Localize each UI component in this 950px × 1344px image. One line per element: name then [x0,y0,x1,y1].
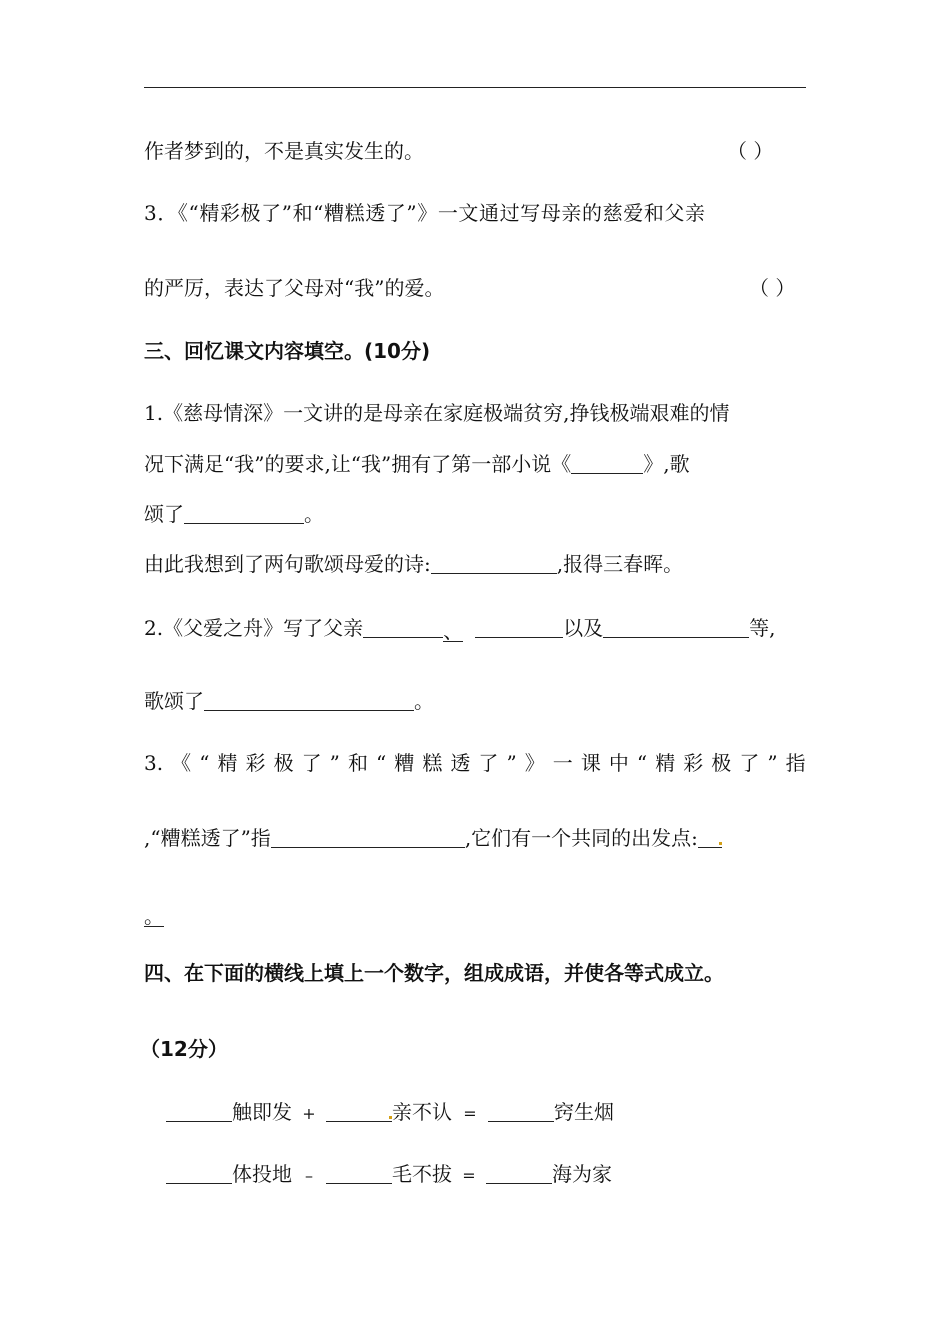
section4-score: （12分） [140,1037,228,1061]
q3-char: 指 [785,751,806,775]
s3-q2-line1-text-b: 以及 [563,616,604,640]
answer-paren-2: （ ） [727,139,774,163]
s3-q1-line3-text-b: 。 [304,502,324,526]
blank-father-2[interactable] [475,617,563,638]
idiom-row-1 [166,1101,614,1122]
s3-q2-line1-text-c: 等, [749,616,776,640]
s3-q2-line2-text-a: 歌颂了 [144,689,204,713]
blank-sep: 、 [443,619,464,643]
section3-heading: 三、回忆课文内容填空。(10分) [144,339,431,363]
q3-char: 精 [217,751,238,775]
s3-q2-line2 [144,690,434,711]
q3-char: 糟 [394,751,415,775]
q3-char: 彩 [245,751,266,775]
blank-r1-c[interactable] [488,1101,554,1122]
q3-char: 和 [347,751,368,775]
blank-praised[interactable] [184,503,304,524]
idiom-r2-c: 海为家 [552,1162,612,1186]
q3-char: “ [375,751,387,775]
idiom-r1-b: 亲不认 [392,1100,452,1124]
blank-father-praise[interactable] [204,690,414,711]
blank-bad[interactable] [271,827,465,848]
q3-char: 精 [655,751,676,775]
blank-r2-c[interactable] [486,1163,552,1184]
section4-heading: 四、在下面的横线上填上一个数字，组成成语，并使各等式成立。 [144,961,724,985]
q3-char: 》 [524,751,545,775]
s3-q2-line1-text-a: 2.《父爱之舟》写了父亲 [144,616,364,640]
mark-dot [719,842,722,845]
header-rule [144,87,806,88]
blank-r2-a[interactable] [166,1163,232,1184]
blank-father-3[interactable] [603,617,749,638]
q3-char: “ [636,751,648,775]
s3-q2-line1 [144,617,775,642]
q3-char: 3. [144,751,164,775]
q3-char: 一 [552,751,573,775]
blank-father-1[interactable] [363,617,443,638]
op-equals-2: = [462,1166,476,1185]
idiom-r1-c: 窍生烟 [554,1100,614,1124]
op-plus: + [302,1104,316,1123]
q3-char: ” [767,751,778,775]
s3-q1-line3-text-a: 颂了 [144,502,184,526]
q3-char: 彩 [683,751,704,775]
idiom-r2-b: 毛不拔 [392,1162,452,1186]
q3-char: 极 [273,751,294,775]
s3-q2-line2-text-b: 。 [414,689,434,713]
s3-q1-line2-text-b: 》,歌 [643,452,690,476]
q3-char: “ [199,751,210,775]
idiom-r1-a: 触即发 [232,1100,292,1124]
blank-poem[interactable] [431,553,557,574]
s3-q3-line3 [144,903,164,927]
op-minus: – [305,1166,313,1185]
s3-q1-line2-text-a: 况下满足“我”的要求,让“我”拥有了第一部小说《 [144,452,572,476]
q3-char: 了 [478,751,499,775]
op-equals: = [463,1104,477,1123]
idiom-row-2 [166,1163,612,1184]
s3-q1-line1: 1.《慈母情深》一文讲的是母亲在家庭极端贫穷,挣钱极端艰难的情 [144,401,730,425]
q3-char: ” [329,751,340,775]
q3-char: 《 [171,751,192,775]
s3-q1-line4 [144,553,683,574]
answer-paren-3: （ ） [749,276,796,300]
blank-r1-b[interactable] [326,1101,392,1122]
s3-q1-line2 [144,453,690,474]
blank-novel-title[interactable] [571,453,643,474]
item2-tail: 作者梦到的，不是真实发生的。 [144,139,424,163]
s3-q1-line3 [144,503,324,524]
blank-end[interactable]: 。 [144,904,164,928]
blank-r2-b[interactable] [326,1163,392,1184]
idiom-r2-a: 体投地 [232,1162,292,1186]
s3-q3-line2-text-b: ,它们有一个共同的出发点: [464,826,698,850]
q3-char: 了 [301,751,322,775]
blank-r1-a[interactable] [166,1101,232,1122]
s3-q3-line1 [144,753,806,773]
q3-char: 课 [580,751,601,775]
item3-line1: 3．《“精彩极了”和“糟糕透了”》一文通过写母亲的慈爱和父亲 [144,201,706,225]
q3-char: 中 [608,751,629,775]
q3-char: 了 [739,751,760,775]
s3-q1-line4-text-a: 由此我想到了两句歌颂母爱的诗: [144,552,431,576]
q3-char: 糕 [422,751,443,775]
q3-char: ” [506,751,517,775]
s3-q3-line2 [144,827,722,848]
s3-q1-line4-text-b: ,报得三春晖。 [556,552,684,576]
q3-char: 透 [450,751,471,775]
s3-q3-line2-text-a: ,“糟糕透了”指 [144,826,271,850]
item3-line2: 的严厉，表达了父母对“我”的爱。 [144,276,445,300]
q3-char: 极 [711,751,732,775]
